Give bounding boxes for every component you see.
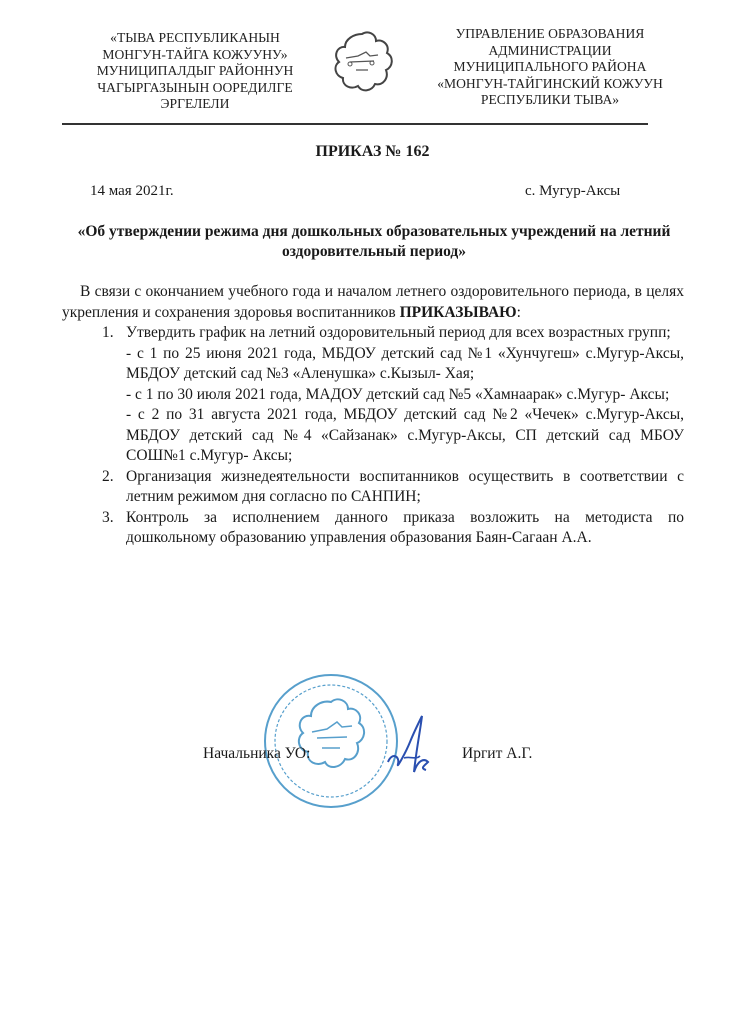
header-left-line: ЭРГЕЛЕЛИ <box>160 96 230 111</box>
order-item <box>62 323 684 467</box>
order-items <box>62 323 684 549</box>
header-left-line: ЧАГЫРГАЗЫНЫН ООРЕДИЛГЕ <box>97 79 293 95</box>
document-place: с. Мугур-Аксы <box>525 183 621 199</box>
header-left-line: МОНГУН-ТАЙГА КОЖУУНУ» <box>102 46 288 62</box>
order-item <box>62 467 684 508</box>
intro-colon: : <box>516 303 521 321</box>
item-text: Контроль за исполнением данного приказа возложить на методиста по дошкольному образованию управления образования Баян-Сагаан А.А. <box>126 508 684 546</box>
document-body <box>62 282 684 549</box>
header-divider <box>62 123 648 125</box>
document-title: ПРИКАЗ № 162 <box>315 143 430 160</box>
order-keyword: ПРИКАЗЫВАЮ <box>399 303 517 321</box>
signature <box>380 712 440 782</box>
item-number: 1. <box>102 324 114 341</box>
header-right-line: МУНИЦИПАЛЬНОГО РАЙОНА <box>453 59 647 74</box>
item-number: 3. <box>102 508 114 526</box>
document-date: 14 мая 2021г. <box>90 183 174 199</box>
header-right-line: «МОНГУН-ТАЙГИНСКИЙ КОЖУУН <box>437 75 663 91</box>
signer-position: Начальника УО: <box>203 745 311 762</box>
item-number: 2. <box>102 467 114 485</box>
signer-name: Иргит А.Г. <box>462 745 533 762</box>
tuva-emblem-icon <box>328 28 396 96</box>
order-item <box>62 508 684 549</box>
intro-text: В связи с окончанием учебного года и началом летнего оздоровительного периода, в целях укрепления и сохранения здоровья воспитанников <box>62 283 684 321</box>
intro-paragraph <box>62 282 684 323</box>
schedule-line: - с 1 по 30 июля 2021 года, МАДОУ детский сад №5 «Хамнаарак» с.Мугур- Аксы; <box>126 385 670 403</box>
header-right-line: УПРАВЛЕНИЕ ОБРАЗОВАНИЯ <box>455 26 645 41</box>
header-left-block <box>70 30 320 113</box>
item-text: Утвердить график на летний оздоровительный период для всех возрастных групп; <box>126 324 671 341</box>
header-right-line: АДМИНИСТРАЦИИ <box>488 42 612 58</box>
header-left-line: МУНИЦИПАЛДЫГ РАЙОННУН <box>96 63 294 78</box>
header-left-line: «ТЫВА РЕСПУБЛИКАНЫН <box>110 30 280 45</box>
header-right-block <box>430 26 670 109</box>
schedule-line: - с 1 по 25 июня 2021 года, МБДОУ детский сад №1 «Хунчугеш» с.Мугур-Аксы, МБДОУ детский сад №3 «Аленушка» с.Кызыл- Хая; <box>126 344 684 382</box>
header-right-line: РЕСПУБЛИКИ ТЫВА» <box>480 92 620 107</box>
item-text: Организация жизнедеятельности воспитанников осуществить в соответствии с летним режимом дня согласно по САНПИН; <box>126 467 684 505</box>
document-subject: «Об утверждении режима дня дошкольных образовательных учреждений на летний оздоровительный период» <box>77 223 671 260</box>
schedule-line: - с 2 по 31 августа 2021 года, МБДОУ детский сад №2 «Чечек» с.Мугур-Аксы, МБДОУ детский сад №4 «Сайзанак» с.Мугур-Аксы, СП детский сад МБОУ СОШ№1 с.Мугур- Аксы; <box>126 406 684 464</box>
